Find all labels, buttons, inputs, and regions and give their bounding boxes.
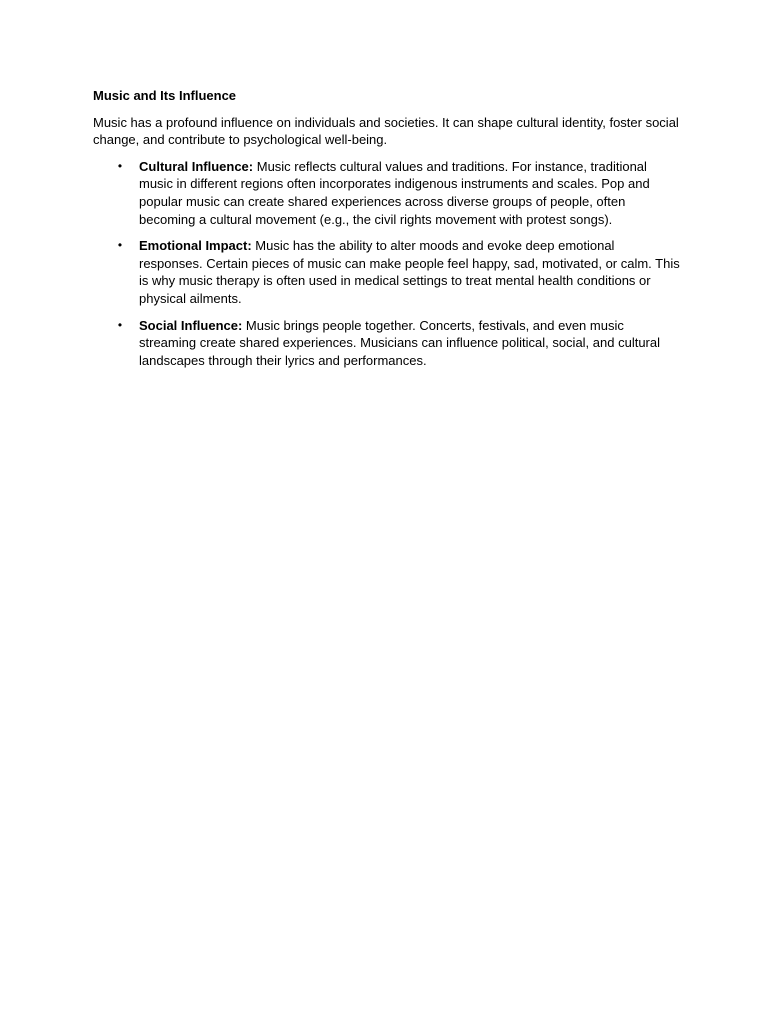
bullet-icon: • bbox=[117, 238, 123, 253]
list-item-text: Music reflects cultural values and traditions. For instance, traditional music in different regions often incorporates indigenous instruments and scales. Pop and popular music can create shared experiences across diverse groups of people, often becoming a cultural movement (e.g., the civil rights movement with protest songs). bbox=[139, 158, 650, 227]
document-title: Music and Its Influence bbox=[93, 88, 237, 103]
intro-paragraph: Music has a profound influence on individuals and societies. It can shape cultural identity, foster social change, and contribute to psychological well-being. bbox=[93, 114, 679, 148]
bullet-icon: • bbox=[117, 158, 123, 173]
list-item-term: Cultural Influence: bbox=[139, 158, 254, 174]
list-item-term: Emotional Impact: bbox=[139, 238, 252, 254]
list-item-text: Music has the ability to alter moods and evoke deep emotional responses. Certain pieces of music can make people feel happy, sad, motivated, or calm. This is why music therapy is often used in medical settings to treat mental health conditions or physical ailments. bbox=[139, 238, 680, 306]
bullet-list bbox=[93, 158, 681, 370]
list-item bbox=[93, 237, 681, 307]
document-body bbox=[93, 87, 681, 378]
list-item-term: Social Influence: bbox=[139, 317, 243, 333]
bullet-icon: • bbox=[117, 317, 123, 332]
list-item-text: Music brings people together. Concerts, festivals, and even music streaming create shared experiences. Musicians can influence political, social, and cultural landscapes through their lyrics and performances. bbox=[139, 317, 660, 368]
list-item bbox=[93, 317, 681, 370]
list-item bbox=[93, 158, 681, 228]
